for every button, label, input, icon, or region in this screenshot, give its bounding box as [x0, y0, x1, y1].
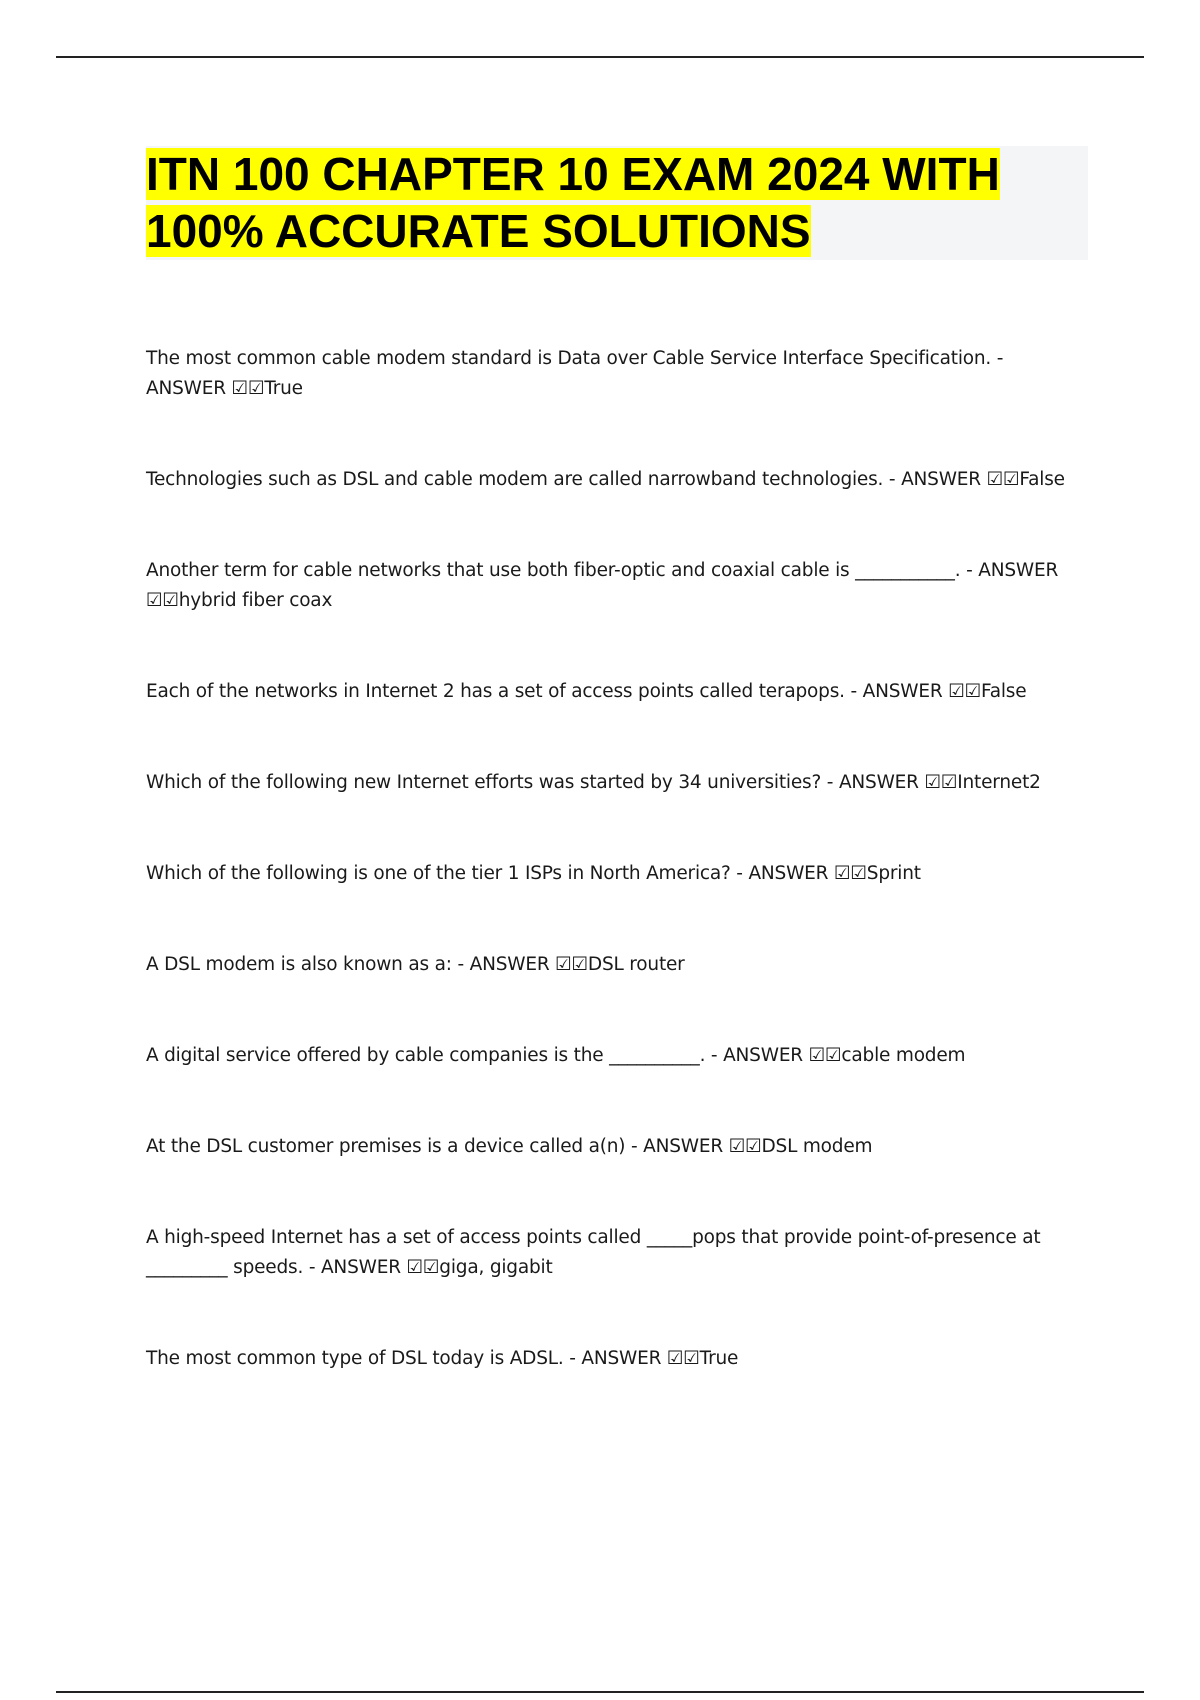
- qa-item-4: Each of the networks in Internet 2 has a set of access points called terapops. - ANSWER ☑☑False: [146, 681, 1027, 702]
- qa-item-5: Which of the following new Internet efforts was started by 34 universities? - ANSWER ☑☑Internet2: [146, 772, 1041, 793]
- qa-item-9: At the DSL customer premises is a device called a(n) - ANSWER ☑☑DSL modem: [146, 1136, 873, 1157]
- title-line-2: 100% ACCURATE SOLUTIONS: [146, 205, 811, 257]
- title-block: [146, 146, 1088, 260]
- footer-rule: [56, 1691, 1144, 1693]
- qa-item-2: Technologies such as DSL and cable modem are called narrowband technologies. - ANSWER ☑☑False: [146, 469, 1065, 490]
- qa-item-3: Another term for cable networks that use both fiber-optic and coaxial cable is ___________. - ANSWER ☑☑hybrid fiber coax: [146, 560, 1059, 611]
- qa-item-11: The most common type of DSL today is ADSL. - ANSWER ☑☑True: [146, 1348, 739, 1369]
- qa-item-10: A high-speed Internet has a set of access points called _____pops that provide point-of-presence at _________ speeds. - ANSWER ☑☑giga, gigabit: [146, 1227, 1041, 1278]
- qa-item-7: A DSL modem is also known as a: - ANSWER ☑☑DSL router: [146, 954, 685, 975]
- question-list: [146, 344, 1088, 1435]
- header-rule: [56, 56, 1144, 58]
- title-line-1: ITN 100 CHAPTER 10 EXAM 2024 WITH: [146, 148, 1000, 200]
- qa-item-1: The most common cable modem standard is Data over Cable Service Interface Specification. - ANSWER ☑☑True: [146, 348, 1004, 399]
- document-title: [146, 146, 1088, 260]
- qa-item-6: Which of the following is one of the tier 1 ISPs in North America? - ANSWER ☑☑Sprint: [146, 863, 921, 884]
- qa-item-8: A digital service offered by cable companies is the __________. - ANSWER ☑☑cable modem: [146, 1045, 966, 1066]
